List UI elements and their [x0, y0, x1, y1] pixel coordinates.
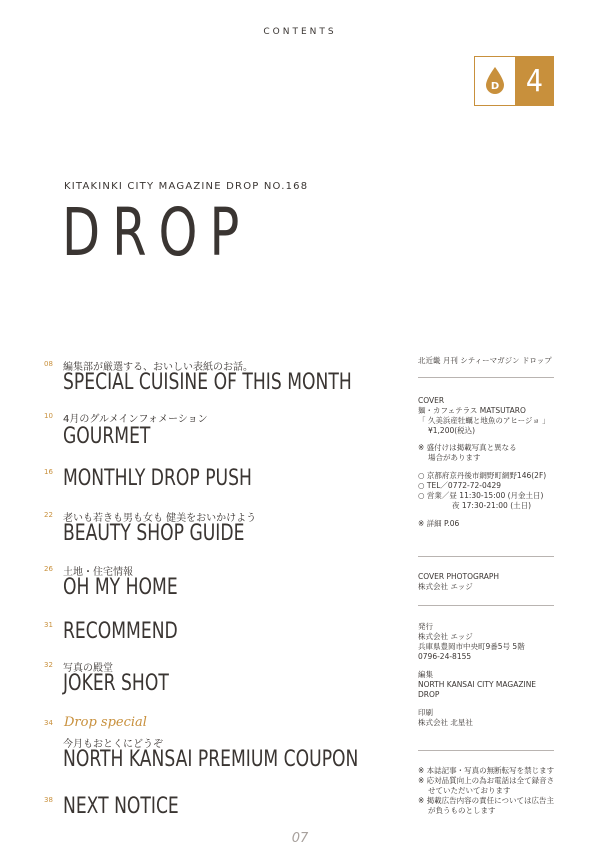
toc-special-label: Drop special [64, 715, 147, 730]
toc-page-number: 34 [44, 719, 53, 727]
divider [418, 377, 554, 378]
toc-title: BEAUTY SHOP GUIDE [63, 521, 245, 546]
cover-price: ¥1,200(税込) [428, 426, 476, 435]
legal-note-cont: が負うものとします [428, 806, 496, 815]
toc-page-number: 31 [44, 621, 53, 629]
drop-logo [475, 57, 516, 105]
toc-title: NEXT NOTICE [63, 794, 179, 819]
contents-heading: CONTENTS [263, 27, 337, 37]
toc-page-number: 26 [44, 565, 53, 573]
toc-title: SPECIAL CUISINE OF THIS MONTH [63, 370, 352, 395]
toc-title: JOKER SHOT [63, 671, 169, 696]
publisher-address: 兵庫県豊岡市中央町9番5号 5階 [418, 642, 525, 651]
toc-description: 土地・住宅情報 [63, 567, 133, 578]
cover-shop: 麺・カフェテラス MATSUTARO [418, 406, 526, 415]
toc-description: 写真の殿堂 [63, 663, 113, 674]
cover-label: COVER [418, 396, 445, 405]
toc-description: 編集部が厳選する、おいしい表紙のお話。 [63, 362, 253, 373]
cover-hours-night: 夜 17:30-21:00 (土日) [452, 501, 532, 510]
editor-name: NORTH KANSAI CITY MAGAZINE [418, 680, 537, 689]
page-number: 07 [291, 831, 309, 846]
issue-number: 4 [516, 57, 553, 105]
cover-dish: 「 久美浜産牡蠣と地魚のアヒージョ 」 [418, 416, 550, 425]
toc-title: GOURMET [63, 424, 151, 449]
legal-note-cont: せていただいております [428, 786, 511, 795]
photo-credit [418, 572, 558, 592]
issue-badge [474, 56, 554, 106]
printer-label: 印刷 [418, 708, 433, 717]
toc-page-number: 16 [44, 468, 53, 476]
cover-detail: ※ 詳細 P.06 [418, 519, 460, 528]
legal-note: ※ 本誌記事・写真の無断転写を禁じます [418, 766, 555, 775]
magazine-subtitle: KITAKINKI CITY MAGAZINE DROP NO.168 [64, 181, 309, 192]
publisher-company: 株式会社 エッジ [418, 632, 473, 641]
editor-label: 編集 [418, 670, 433, 679]
toc-description: 4月のグルメインフォメーション [63, 414, 208, 425]
publisher-tel: 0796-24-8155 [418, 652, 472, 661]
cover-note: ※ 盛付けは掲載写真と異なる [418, 443, 517, 452]
toc-title: OH MY HOME [63, 575, 178, 600]
divider [418, 750, 554, 751]
toc-title: NORTH KANSAI PREMIUM COUPON [63, 747, 359, 772]
toc-description: 老いも若きも男も女も 健美をおいかけよう [63, 513, 257, 524]
photo-label: COVER PHOTOGRAPH [418, 572, 500, 581]
toc-page-number: 32 [44, 661, 53, 669]
toc-description: 今月もおとくにどうぞ [63, 739, 163, 750]
cover-tel: ○ TEL／0772-72-0429 [418, 481, 502, 490]
editor-name-cont: DROP [418, 690, 440, 699]
publisher-info [418, 622, 558, 728]
printer-company: 株式会社 北星社 [418, 718, 473, 727]
toc-title: RECOMMEND [63, 619, 178, 644]
magazine-title: DROP [62, 194, 252, 271]
divider [418, 605, 554, 606]
legal-note: ※ 応対品質向上の為お電話は全て録音さ [418, 776, 555, 785]
drop-icon [484, 66, 506, 96]
legal-notes [418, 766, 558, 816]
toc-page-number: 22 [44, 511, 53, 519]
cover-address: ○ 京都府京丹後市網野町網野146(2F) [418, 471, 547, 480]
toc-title: MONTHLY DROP PUSH [63, 466, 252, 491]
cover-info [418, 396, 558, 529]
legal-note: ※ 掲載広告内容の責任については広告主 [418, 796, 555, 805]
drop-icon-letter: D [490, 81, 500, 92]
cover-note-cont: 場合があります [428, 453, 481, 462]
toc-page-number: 08 [44, 360, 53, 368]
photo-company: 株式会社 エッジ [418, 582, 473, 591]
toc-page-number: 10 [44, 412, 53, 420]
toc-page-number: 38 [44, 796, 53, 804]
sidebar-magazine-name: 北近畿 月刊 シティーマガジン ドロップ [418, 356, 552, 365]
publisher-label: 発行 [418, 622, 433, 631]
cover-hours: ○ 営業／昼 11:30-15:00 (月金土日) [418, 491, 544, 500]
divider [418, 556, 554, 557]
